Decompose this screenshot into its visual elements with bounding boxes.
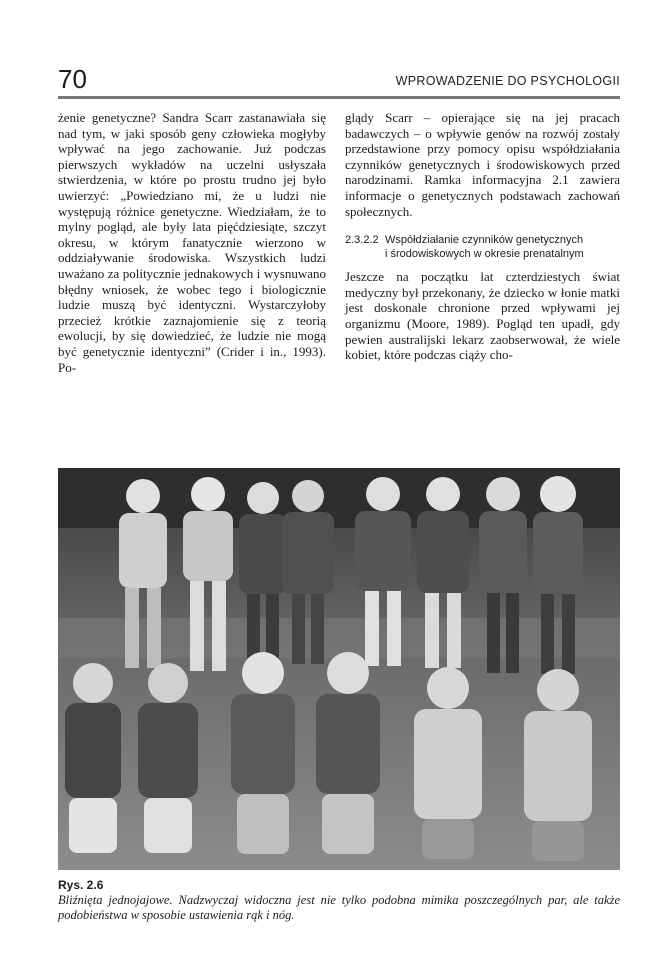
subheading-line1: Współdziałanie czynników genetycznych [385, 234, 584, 247]
header-rule [58, 96, 620, 99]
body-paragraph: glądy Scarr – opierające się na jej pracach badawczych – o wpływie genów na rozwój zostały przedstawione przy pomocy opisu współdziałania czynników genetycznych i środowiskowych przed narodzinami. Ramka informacyjna 2.1 zawiera informacje o genetycznych podstawach zachowań społecznych. [345, 110, 620, 219]
figure-label: Rys. 2.6 [58, 878, 104, 892]
left-column [58, 110, 326, 375]
running-head: WPROWADZENIE DO PSYCHOLOGII [395, 74, 620, 88]
page-header [58, 64, 620, 98]
subheading-number: 2.3.2.2 [345, 234, 379, 247]
figure-caption: Bliźnięta jednojajowe. Nadzwyczaj widoczna jest nie tylko podobna mimika poszczególnych par, ale także podobieństwa w sposobie ustawienia rąk i nóg. [58, 893, 620, 922]
body-paragraph: Jeszcze na początku lat czterdziestych świat medyczny był przekonany, że dziecko w łonie matki jest doskonale chronione przed wpływami jej organizmu (Moore, 1989). Pogląd ten upadł, gdy pewien australijski lekarz zaobserwował, że wiele kobiet, które podczas ciąży cho- [345, 269, 620, 363]
figure-photo [58, 468, 620, 870]
section-subheading [345, 233, 620, 261]
body-paragraph: żenie genetyczne? Sandra Scarr zastanawiała się nad tym, w jaki sposób geny człowieka mogłyby wpływać na jego zachowanie. Już podczas pierwszych wykładów na uczelni usłyszała stwierdzenia, w które po prostu trudno jej było uwierzyć: „Powiedziano mi, że u ludzi nie występują różnice genetyczne. Wiedziałam, że to mylny pogląd, ale były lata pięćdziesiąte, szczyt okresu, w którym fanatycznie wierzono w oddziaływanie środowiska. Wszystkich ludzi uważano za politycznie jednakowych i wysnuwano błędny wniosek, że wobec tego i biologicznie ludzie muszą być identyczni. Wystarczyłoby przecież krótkie zaznajomienie się z teorią ewolucji, by się dowiedzieć, że ludzie nie mogą być genetycznie identyczni” (Crider i in., 1993). Po- [58, 110, 326, 375]
subheading-line2: i środowiskowych w okresie prenatalnym [385, 248, 584, 261]
right-column [345, 110, 620, 363]
page-number: 70 [58, 64, 87, 94]
twins-photo-illustration [58, 468, 620, 870]
